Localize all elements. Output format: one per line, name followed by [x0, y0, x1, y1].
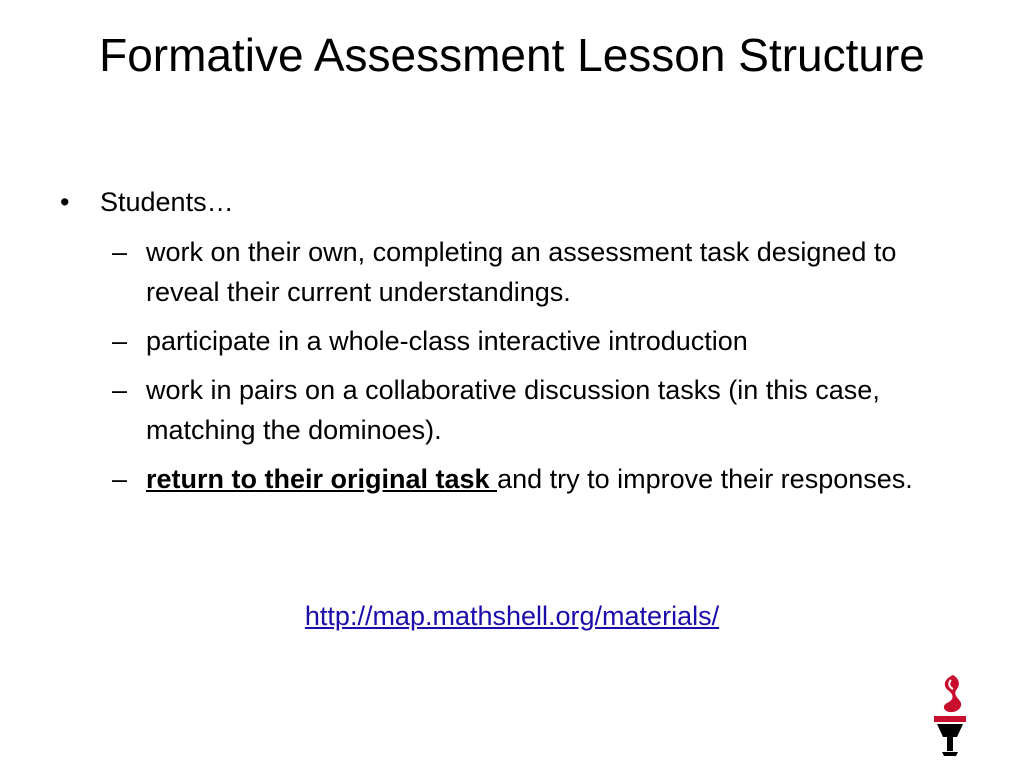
slide-title: Formative Assessment Lesson Structure: [99, 29, 925, 81]
subitem-work-pairs: [112, 370, 952, 450]
subitem-text: and try to improve their responses.: [497, 464, 913, 494]
subitem-whole-class: [112, 321, 952, 361]
subitem-text: work in pairs on a collaborative discussion tasks (in this case, matching the dominoes).: [146, 375, 880, 445]
subitem-dash: –: [112, 237, 128, 267]
materials-link[interactable]: http://map.mathshell.org/materials/: [304, 601, 720, 631]
torch-logo-icon: [922, 672, 978, 756]
bullet-marker: •: [60, 187, 70, 217]
subitem-text: work on their own, completing an assessment task designed to reveal their current understandings.: [146, 237, 897, 307]
subitem-dash: –: [112, 375, 128, 405]
subitem-dash: –: [112, 464, 128, 494]
subitem-work-alone: [112, 232, 952, 312]
bullet-label: Students…: [100, 187, 234, 217]
bullet-students: [60, 182, 234, 222]
subitem-dash: –: [112, 326, 128, 356]
subitem-text: participate in a whole-class interactive introduction: [146, 326, 748, 356]
subitem-bold-text: return to their original task: [146, 464, 498, 494]
subitem-return-task: [112, 459, 952, 499]
subitem-text-wrap: [112, 459, 952, 499]
